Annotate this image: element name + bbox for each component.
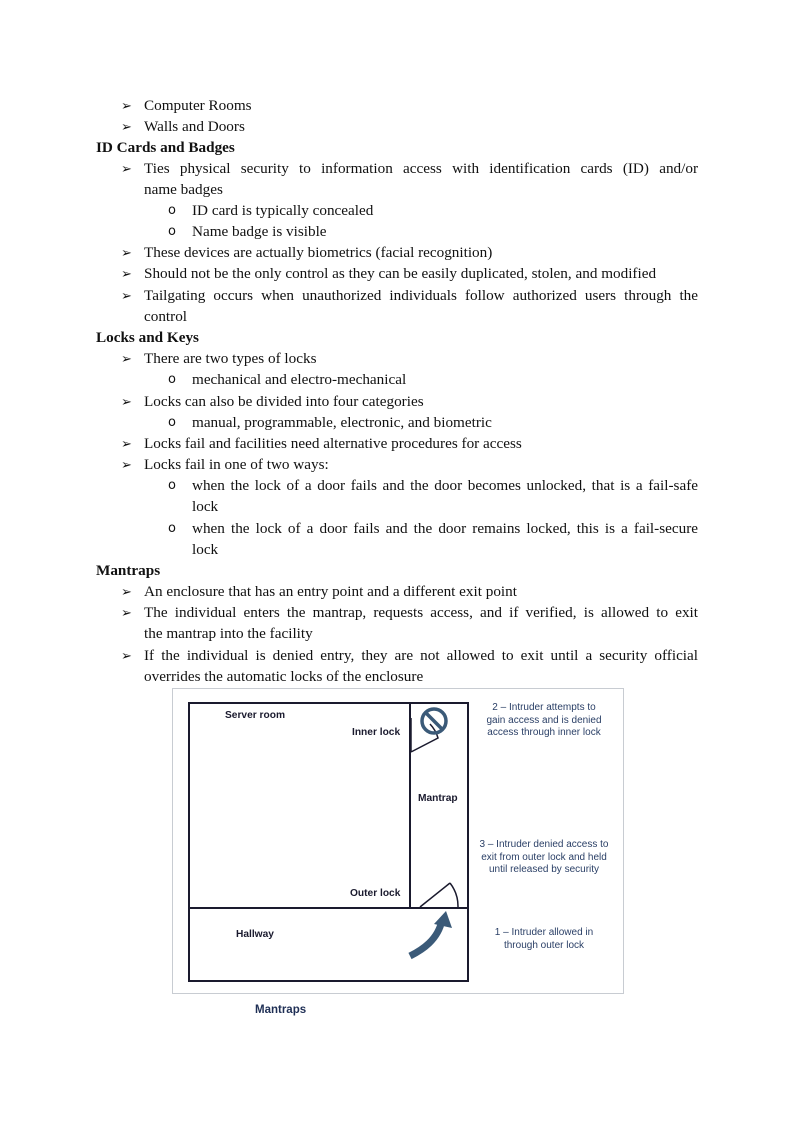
section-heading-id-cards: ID Cards and Badges (96, 139, 235, 156)
note-line: exit from outer lock and held (481, 851, 607, 863)
mantrap-label: Mantrap (418, 793, 458, 804)
sub-list-item: mechanical and electro-mechanical (192, 371, 407, 388)
list-item: If the individual is denied entry, they are not allowed to exit until a security official (144, 647, 698, 664)
sub-list-item: when the lock of a door fails and the door remains locked, this is a fail-secure (192, 520, 698, 537)
sub-list-item-continuation: lock (192, 541, 219, 558)
note-line: 3 – Intruder denied access to (479, 839, 609, 850)
list-item: There are two types of locks (144, 350, 317, 367)
note-line: through outer lock (503, 939, 585, 951)
circle-bullet-icon: o (168, 372, 176, 387)
entry-arrow-icon (410, 911, 452, 956)
circle-bullet-icon: o (168, 224, 176, 239)
sub-list-item-continuation: lock (192, 498, 219, 515)
list-item: Locks fail and facilities need alternative procedures for access (144, 435, 522, 452)
sub-list-item: Name badge is visible (192, 223, 327, 240)
arrow-bullet-icon: ➢ (121, 648, 132, 663)
list-item-continuation: the mantrap into the facility (144, 625, 313, 642)
circle-bullet-icon: o (168, 478, 176, 493)
figure-caption: Mantraps (255, 1004, 307, 1016)
list-item: Tailgating occurs when unauthorized individuals follow authorized users through the (144, 287, 698, 304)
arrow-bullet-icon: ➢ (121, 288, 132, 303)
section-heading-mantraps: Mantraps (96, 562, 161, 579)
note-step-3 (474, 839, 614, 877)
note-line: 2 – Intruder attempts to (492, 702, 596, 713)
arrow-bullet-icon: ➢ (121, 605, 132, 620)
list-item: Ties physical security to information access with identification cards (ID) and/or (144, 160, 698, 177)
hallway-label: Hallway (236, 929, 274, 940)
note-step-1 (474, 927, 614, 952)
list-item-continuation: control (144, 308, 188, 325)
circle-bullet-icon: o (168, 203, 176, 218)
note-line: access through inner lock (487, 727, 601, 738)
list-item: Locks can also be divided into four categories (144, 393, 424, 410)
list-item: Locks fail in one of two ways: (144, 456, 329, 473)
circle-bullet-icon: o (168, 521, 176, 536)
list-item-continuation: overrides the automatic locks of the enclosure (144, 668, 424, 685)
outer-lock-door (420, 883, 458, 907)
outer-lock-label: Outer lock (350, 888, 401, 899)
list-item-continuation: name badges (144, 181, 223, 198)
arrow-bullet-icon: ➢ (121, 584, 132, 599)
list-item: Should not be the only control as they can be easily duplicated, stolen, and modified (144, 265, 657, 282)
arrow-bullet-icon: ➢ (121, 436, 132, 451)
arrow-bullet-icon: ➢ (121, 98, 132, 113)
arrow-bullet-icon: ➢ (121, 351, 132, 366)
arrow-bullet-icon: ➢ (121, 245, 132, 260)
arrow-bullet-icon: ➢ (121, 119, 132, 134)
sub-list-item: when the lock of a door fails and the door becomes unlocked, that is a fail-safe (192, 477, 698, 494)
note-line: until released by security (488, 864, 600, 875)
arrow-bullet-icon: ➢ (121, 266, 132, 281)
list-item: Computer Rooms (144, 97, 252, 114)
note-line: 1 – Intruder allowed in (494, 927, 594, 938)
list-item: These devices are actually biometrics (facial recognition) (144, 244, 493, 261)
list-item: An enclosure that has an entry point and a different exit point (144, 583, 517, 600)
arrow-bullet-icon: ➢ (121, 457, 132, 472)
circle-bullet-icon: o (168, 415, 176, 430)
note-step-2 (474, 702, 614, 740)
arrow-bullet-icon: ➢ (121, 394, 132, 409)
inner-lock-label: Inner lock (352, 727, 401, 738)
sub-list-item: manual, programmable, electronic, and biometric (192, 414, 492, 431)
list-item: The individual enters the mantrap, requests access, and if verified, is allowed to exit (144, 604, 698, 621)
arrow-bullet-icon: ➢ (121, 161, 132, 176)
section-heading-locks: Locks and Keys (96, 329, 199, 346)
sub-list-item: ID card is typically concealed (192, 202, 374, 219)
server-room-label: Server room (225, 710, 286, 721)
list-item: Walls and Doors (144, 118, 245, 135)
note-line: gain access and is denied (486, 714, 602, 726)
